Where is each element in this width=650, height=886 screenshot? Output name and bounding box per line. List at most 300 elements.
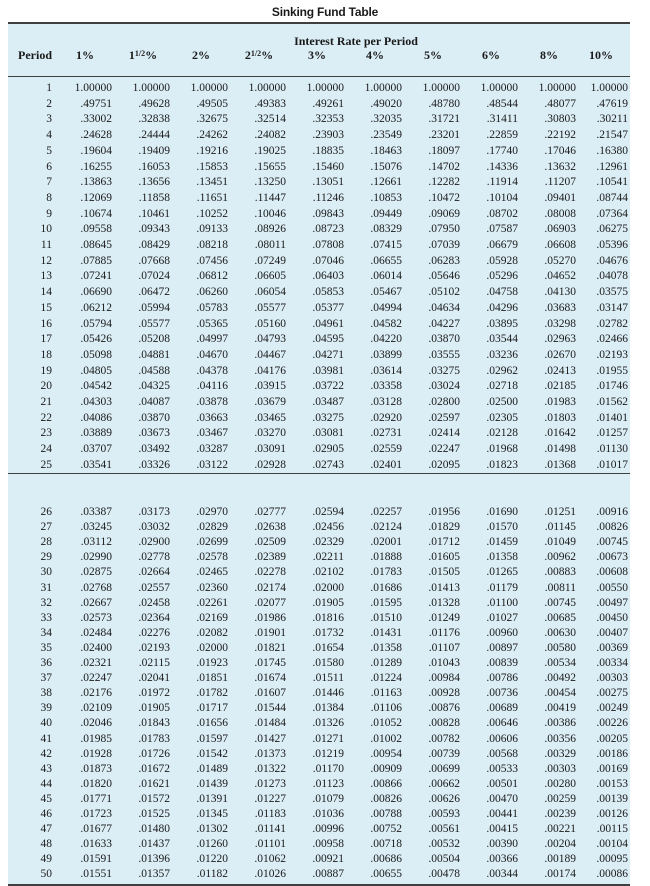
factor-cell: .02261 bbox=[196, 596, 228, 609]
period-cell: 13 bbox=[40, 270, 52, 283]
factor-cell: .00419 bbox=[544, 702, 576, 715]
factor-cell: .01271 bbox=[312, 732, 344, 745]
factor-cell: .13632 bbox=[544, 160, 576, 173]
factor-cell: .03275 bbox=[312, 411, 344, 424]
factor-cell: .03673 bbox=[138, 427, 170, 440]
table-row bbox=[8, 640, 630, 656]
table-row bbox=[8, 595, 630, 611]
table-row bbox=[8, 700, 630, 716]
factor-cell: .05102 bbox=[428, 286, 460, 299]
factor-cell: .04220 bbox=[370, 333, 402, 346]
factor-cell: .11651 bbox=[196, 191, 228, 204]
period-cell: 35 bbox=[40, 641, 52, 654]
factor-cell: .00962 bbox=[544, 551, 576, 564]
factor-cell: .00909 bbox=[370, 762, 402, 775]
factor-cell: .00095 bbox=[596, 853, 628, 866]
table-row bbox=[8, 761, 630, 777]
factor-cell: .04595 bbox=[312, 333, 344, 346]
factor-cell: .05426 bbox=[80, 333, 112, 346]
factor-cell: .07249 bbox=[254, 254, 286, 267]
factor-cell: .05377 bbox=[312, 301, 344, 314]
factor-cell: .01745 bbox=[254, 657, 286, 669]
factor-cell: .02000 bbox=[196, 641, 228, 654]
factor-cell: .08744 bbox=[596, 191, 628, 204]
factor-cell: .07364 bbox=[596, 207, 628, 220]
table-row bbox=[8, 80, 630, 96]
period-cell: 50 bbox=[40, 868, 52, 881]
rate-column-header: 2% bbox=[192, 48, 210, 62]
factor-cell: .22192 bbox=[544, 129, 576, 142]
period-column-header: Period bbox=[18, 48, 52, 62]
factor-cell: .00752 bbox=[370, 823, 402, 836]
rate-column-header: 11/2% bbox=[128, 48, 158, 62]
factor-cell: .00259 bbox=[544, 792, 576, 805]
period-cell: 45 bbox=[40, 792, 52, 805]
factor-cell: .01674 bbox=[254, 672, 286, 685]
factor-cell: .08645 bbox=[80, 239, 112, 251]
factor-cell: .01289 bbox=[370, 657, 402, 669]
factor-cell: .00745 bbox=[596, 536, 628, 549]
factor-cell: .02102 bbox=[312, 566, 344, 579]
table-row bbox=[8, 394, 630, 410]
period-cell: 43 bbox=[40, 762, 52, 775]
factor-cell: .01439 bbox=[196, 777, 228, 790]
table-row bbox=[8, 549, 630, 565]
factor-cell: .15460 bbox=[312, 160, 344, 173]
factor-cell: .01605 bbox=[428, 551, 460, 564]
table-row bbox=[8, 836, 630, 852]
factor-cell: .00497 bbox=[596, 596, 628, 609]
factor-cell: .03465 bbox=[254, 411, 286, 424]
factor-cell: .48077 bbox=[544, 97, 576, 110]
factor-cell: .03663 bbox=[196, 411, 228, 424]
factor-cell: .19409 bbox=[138, 144, 170, 157]
table-row bbox=[8, 268, 630, 284]
factor-cell: .05467 bbox=[370, 286, 402, 299]
factor-cell: .04271 bbox=[312, 348, 344, 361]
factor-cell: .01570 bbox=[486, 521, 518, 534]
page-title: Sinking Fund Table bbox=[271, 5, 379, 19]
factor-cell: .05098 bbox=[80, 348, 112, 361]
factor-cell: .09069 bbox=[428, 207, 460, 220]
factor-cell: .01829 bbox=[428, 521, 460, 534]
factor-cell: .08008 bbox=[544, 207, 576, 220]
factor-cell: 1.00000 bbox=[74, 82, 112, 94]
factor-cell: .03275 bbox=[428, 364, 460, 377]
factor-cell: .00699 bbox=[428, 762, 460, 775]
factor-cell: .01026 bbox=[254, 868, 286, 881]
table-row bbox=[8, 746, 630, 762]
factor-cell: .01401 bbox=[596, 411, 628, 424]
period-cell: 40 bbox=[40, 717, 52, 730]
factor-cell: .02920 bbox=[370, 411, 402, 424]
table-row bbox=[8, 363, 630, 379]
factor-cell: .03870 bbox=[428, 333, 460, 346]
factor-cell: .06655 bbox=[370, 254, 402, 267]
factor-cell: .07668 bbox=[138, 254, 170, 267]
factor-cell: .02768 bbox=[80, 581, 112, 594]
factor-cell: .19216 bbox=[196, 144, 228, 157]
factor-cell: .02276 bbox=[138, 626, 170, 639]
factor-cell: .00996 bbox=[312, 823, 344, 836]
factor-cell: .00504 bbox=[428, 853, 460, 866]
factor-cell: .03683 bbox=[544, 301, 576, 314]
factor-cell: .02257 bbox=[370, 506, 402, 518]
factor-cell: .01983 bbox=[544, 396, 576, 408]
factor-cell: .02211 bbox=[312, 551, 344, 564]
factor-cell: .00441 bbox=[486, 808, 518, 820]
factor-cell: .00104 bbox=[596, 838, 628, 851]
factor-cell: .02782 bbox=[596, 317, 628, 330]
period-cell: 12 bbox=[40, 254, 52, 267]
factor-cell: .32514 bbox=[254, 113, 286, 126]
factor-cell: .12069 bbox=[80, 191, 112, 204]
factor-cell: .00470 bbox=[486, 792, 518, 805]
factor-cell: .01851 bbox=[196, 672, 228, 685]
table-row bbox=[8, 159, 630, 175]
period-cell: 31 bbox=[40, 581, 52, 594]
rate-column-header: 21/2% bbox=[244, 48, 274, 62]
factor-cell: .01260 bbox=[196, 838, 228, 851]
factor-cell: .02699 bbox=[196, 536, 228, 549]
factor-cell: .00828 bbox=[428, 717, 460, 730]
factor-cell: .01621 bbox=[138, 777, 170, 790]
period-cell: 37 bbox=[40, 672, 52, 685]
factor-cell: .06014 bbox=[370, 270, 402, 283]
factor-cell: .04805 bbox=[80, 364, 112, 377]
table-row bbox=[8, 284, 630, 300]
factor-cell: .00928 bbox=[428, 687, 460, 700]
factor-cell: .05928 bbox=[486, 254, 518, 267]
factor-cell: .04303 bbox=[80, 396, 112, 408]
factor-cell: .24082 bbox=[254, 129, 286, 142]
period-cell: 30 bbox=[40, 566, 52, 579]
factor-cell: .02743 bbox=[312, 458, 344, 471]
factor-cell: .00839 bbox=[486, 657, 518, 669]
factor-cell: .05296 bbox=[486, 270, 518, 283]
factor-cell: .01183 bbox=[254, 808, 286, 820]
factor-cell: .01373 bbox=[254, 747, 286, 760]
factor-cell: .01633 bbox=[80, 838, 112, 851]
factor-cell: .04378 bbox=[196, 364, 228, 377]
table-header bbox=[8, 24, 630, 76]
factor-cell: .00916 bbox=[596, 506, 628, 518]
factor-cell: .00788 bbox=[370, 808, 402, 820]
factor-cell: .00366 bbox=[486, 853, 518, 866]
factor-cell: .00204 bbox=[544, 838, 576, 851]
factor-cell: .01712 bbox=[428, 536, 460, 549]
factor-cell: .15853 bbox=[196, 160, 228, 173]
factor-cell: .03544 bbox=[486, 333, 518, 346]
factor-cell: .01955 bbox=[596, 364, 628, 377]
factor-cell: .02664 bbox=[138, 566, 170, 579]
factor-cell: .01562 bbox=[596, 396, 628, 408]
factor-cell: .01027 bbox=[486, 611, 518, 624]
factor-cell: .05853 bbox=[312, 286, 344, 299]
period-cell: 23 bbox=[40, 427, 52, 440]
factor-cell: .01384 bbox=[312, 702, 344, 715]
factor-cell: .01595 bbox=[370, 596, 402, 609]
factor-cell: .01597 bbox=[196, 732, 228, 745]
factor-cell: .01179 bbox=[486, 581, 518, 594]
factor-cell: .01901 bbox=[254, 626, 286, 639]
factor-cell: .01972 bbox=[138, 687, 170, 700]
factor-cell: .01511 bbox=[312, 672, 344, 685]
factor-cell: .01642 bbox=[544, 427, 576, 440]
factor-cell: .00303 bbox=[544, 762, 576, 775]
table-row bbox=[8, 791, 630, 807]
factor-cell: .01345 bbox=[196, 808, 228, 820]
sinking-fund-table bbox=[8, 22, 630, 886]
period-cell: 19 bbox=[40, 364, 52, 377]
factor-cell: .02900 bbox=[138, 536, 170, 549]
factor-cell: .00450 bbox=[596, 611, 628, 624]
factor-cell: .11447 bbox=[254, 191, 286, 204]
factor-cell: .01480 bbox=[138, 823, 170, 836]
factor-cell: .02169 bbox=[196, 611, 228, 624]
factor-cell: .00897 bbox=[486, 641, 518, 654]
factor-cell: .02963 bbox=[544, 333, 576, 346]
factor-cell: .00329 bbox=[544, 747, 576, 760]
factor-cell: .06679 bbox=[486, 239, 518, 251]
factor-cell: .31411 bbox=[486, 113, 518, 126]
factor-cell: .01690 bbox=[486, 506, 518, 518]
factor-cell: .00356 bbox=[544, 732, 576, 745]
period-cell: 10 bbox=[40, 223, 52, 236]
factor-cell: .05577 bbox=[138, 317, 170, 330]
factor-cell: .00673 bbox=[596, 551, 628, 564]
factor-cell: .03032 bbox=[138, 521, 170, 534]
block-divider bbox=[8, 473, 630, 501]
factor-cell: .02777 bbox=[254, 506, 286, 518]
factor-cell: .02046 bbox=[80, 717, 112, 730]
factor-cell: .00782 bbox=[428, 732, 460, 745]
factor-cell: .03128 bbox=[370, 396, 402, 408]
factor-cell: .03870 bbox=[138, 411, 170, 424]
period-cell: 47 bbox=[40, 823, 52, 836]
factor-cell: .00186 bbox=[596, 747, 628, 760]
factor-cell: .02670 bbox=[544, 348, 576, 361]
factor-cell: .02305 bbox=[486, 411, 518, 424]
table-row bbox=[8, 685, 630, 701]
factor-cell: .00662 bbox=[428, 777, 460, 790]
factor-cell: .06903 bbox=[544, 223, 576, 236]
factor-cell: .11914 bbox=[486, 176, 518, 189]
factor-cell: .48780 bbox=[428, 97, 460, 110]
factor-cell: .02594 bbox=[312, 506, 344, 518]
factor-cell: .00876 bbox=[428, 702, 460, 715]
factor-cell: .14336 bbox=[486, 160, 518, 173]
period-cell: 32 bbox=[40, 596, 52, 609]
factor-cell: .01170 bbox=[312, 762, 344, 775]
factor-cell: .00226 bbox=[596, 717, 628, 730]
factor-cell: .01036 bbox=[312, 808, 344, 820]
factor-cell: .02466 bbox=[596, 333, 628, 346]
factor-cell: .04078 bbox=[596, 270, 628, 283]
factor-cell: .03722 bbox=[312, 380, 344, 393]
factor-cell: .02124 bbox=[370, 521, 402, 534]
factor-cell: .02578 bbox=[196, 551, 228, 564]
factor-cell: .00561 bbox=[428, 823, 460, 836]
factor-cell: .00169 bbox=[596, 762, 628, 775]
factor-cell: .01723 bbox=[80, 808, 112, 820]
factor-cell: .02990 bbox=[80, 551, 112, 564]
factor-cell: .02400 bbox=[80, 641, 112, 654]
factor-cell: .30803 bbox=[544, 113, 576, 126]
factor-cell: .00534 bbox=[544, 657, 576, 669]
factor-cell: .00866 bbox=[370, 777, 402, 790]
factor-cell: .10472 bbox=[428, 191, 460, 204]
factor-cell: .18097 bbox=[428, 144, 460, 157]
factor-cell: .00883 bbox=[544, 566, 576, 579]
factor-cell: .01510 bbox=[370, 611, 402, 624]
rate-column-header: 1% bbox=[76, 48, 94, 62]
factor-cell: .01079 bbox=[312, 792, 344, 805]
period-cell: 39 bbox=[40, 702, 52, 715]
factor-cell: .00826 bbox=[370, 792, 402, 805]
factor-cell: .05994 bbox=[138, 301, 170, 314]
table-row bbox=[8, 610, 630, 626]
factor-cell: .01726 bbox=[138, 747, 170, 760]
table-row bbox=[8, 564, 630, 580]
factor-cell: .00826 bbox=[596, 521, 628, 534]
factor-cell: .04994 bbox=[370, 301, 402, 314]
factor-cell: .02500 bbox=[486, 396, 518, 408]
factor-cell: .02278 bbox=[254, 566, 286, 579]
factor-cell: .01656 bbox=[196, 717, 228, 730]
factor-cell: .00334 bbox=[596, 657, 628, 669]
factor-cell: .01322 bbox=[254, 762, 286, 775]
factor-cell: .32353 bbox=[312, 113, 344, 126]
factor-cell: .01431 bbox=[370, 626, 402, 639]
factor-cell: .04116 bbox=[196, 380, 228, 393]
factor-cell: .04086 bbox=[80, 411, 112, 424]
factor-cell: .24262 bbox=[196, 129, 228, 142]
factor-cell: .16380 bbox=[596, 144, 628, 157]
factor-cell: .01672 bbox=[138, 762, 170, 775]
factor-cell: .23549 bbox=[370, 129, 402, 142]
factor-cell: .04793 bbox=[254, 333, 286, 346]
factor-cell: .00205 bbox=[596, 732, 628, 745]
period-cell: 15 bbox=[40, 301, 52, 314]
rate-column-header: 10% bbox=[589, 48, 613, 62]
factor-cell: .04881 bbox=[138, 348, 170, 361]
period-cell: 34 bbox=[40, 626, 52, 639]
factor-cell: .49020 bbox=[370, 97, 402, 110]
factor-cell: .00887 bbox=[312, 868, 344, 881]
factor-cell: .02000 bbox=[312, 581, 344, 594]
factor-cell: .00533 bbox=[486, 762, 518, 775]
factor-cell: .03915 bbox=[254, 380, 286, 393]
factor-cell: .02456 bbox=[312, 521, 344, 534]
table-row bbox=[8, 715, 630, 731]
factor-cell: .01783 bbox=[370, 566, 402, 579]
factor-cell: .49505 bbox=[196, 97, 228, 110]
period-cell: 5 bbox=[46, 144, 52, 157]
period-cell: 4 bbox=[46, 129, 52, 142]
factor-cell: .02082 bbox=[196, 626, 228, 639]
table-row bbox=[8, 253, 630, 269]
factor-cell: .01396 bbox=[138, 853, 170, 866]
factor-cell: .02731 bbox=[370, 427, 402, 440]
table-row bbox=[8, 851, 630, 867]
factor-cell: .10252 bbox=[196, 207, 228, 220]
factor-cell: .00275 bbox=[596, 687, 628, 700]
factor-cell: .15655 bbox=[254, 160, 286, 173]
factor-cell: .00550 bbox=[596, 581, 628, 594]
factor-cell: .01816 bbox=[312, 611, 344, 624]
factor-cell: .02800 bbox=[428, 396, 460, 408]
period-cell: 16 bbox=[40, 317, 52, 330]
factor-cell: .06260 bbox=[196, 286, 228, 299]
factor-cell: 1.00000 bbox=[248, 82, 286, 94]
factor-cell: .06283 bbox=[428, 254, 460, 267]
factor-cell: .01358 bbox=[370, 641, 402, 654]
factor-cell: .07046 bbox=[312, 254, 344, 267]
table-row bbox=[8, 504, 630, 520]
period-cell: 46 bbox=[40, 808, 52, 820]
factor-cell: .02573 bbox=[80, 611, 112, 624]
factor-cell: .04670 bbox=[196, 348, 228, 361]
table-row bbox=[8, 425, 630, 441]
factor-cell: .01437 bbox=[138, 838, 170, 851]
factor-cell: .07415 bbox=[370, 239, 402, 251]
factor-cell: .01823 bbox=[486, 458, 518, 471]
period-cell: 22 bbox=[40, 411, 52, 424]
factor-cell: .01043 bbox=[428, 657, 460, 669]
factor-cell: .03270 bbox=[254, 427, 286, 440]
factor-cell: .13863 bbox=[80, 176, 112, 189]
factor-cell: .01905 bbox=[138, 702, 170, 715]
factor-cell: .18463 bbox=[370, 144, 402, 157]
factor-cell: .08218 bbox=[196, 239, 228, 251]
factor-cell: .05783 bbox=[196, 301, 228, 314]
factor-cell: .09558 bbox=[80, 223, 112, 236]
factor-cell: .00685 bbox=[544, 611, 576, 624]
factor-cell: .01717 bbox=[196, 702, 228, 715]
factor-cell: 1.00000 bbox=[480, 82, 518, 94]
factor-cell: .04758 bbox=[486, 286, 518, 299]
factor-cell: .02247 bbox=[428, 443, 460, 456]
factor-cell: .01219 bbox=[312, 747, 344, 760]
factor-cell: .01820 bbox=[80, 777, 112, 790]
period-cell: 33 bbox=[40, 611, 52, 624]
period-cell: 49 bbox=[40, 853, 52, 866]
factor-cell: .07241 bbox=[80, 270, 112, 283]
factor-cell: .01489 bbox=[196, 762, 228, 775]
factor-cell: .03487 bbox=[312, 396, 344, 408]
factor-cell: .30211 bbox=[596, 113, 628, 126]
factor-cell: .01176 bbox=[428, 626, 460, 639]
factor-cell: .01249 bbox=[428, 611, 460, 624]
rate-column-header: 3% bbox=[308, 48, 326, 62]
factor-cell: .01427 bbox=[254, 732, 286, 745]
table-row bbox=[8, 221, 630, 237]
period-cell: 41 bbox=[40, 732, 52, 745]
factor-cell: .16255 bbox=[80, 160, 112, 173]
table-row bbox=[8, 378, 630, 394]
table-row bbox=[8, 143, 630, 159]
factor-cell: .21547 bbox=[596, 129, 628, 142]
factor-cell: .02557 bbox=[138, 581, 170, 594]
factor-cell: .00086 bbox=[596, 868, 628, 881]
factor-cell: .02458 bbox=[138, 596, 170, 609]
factor-cell: .04467 bbox=[254, 348, 286, 361]
factor-cell: .19604 bbox=[80, 144, 112, 157]
factor-cell: .00344 bbox=[486, 868, 518, 881]
factor-cell: .02176 bbox=[80, 687, 112, 700]
factor-cell: .05270 bbox=[544, 254, 576, 267]
